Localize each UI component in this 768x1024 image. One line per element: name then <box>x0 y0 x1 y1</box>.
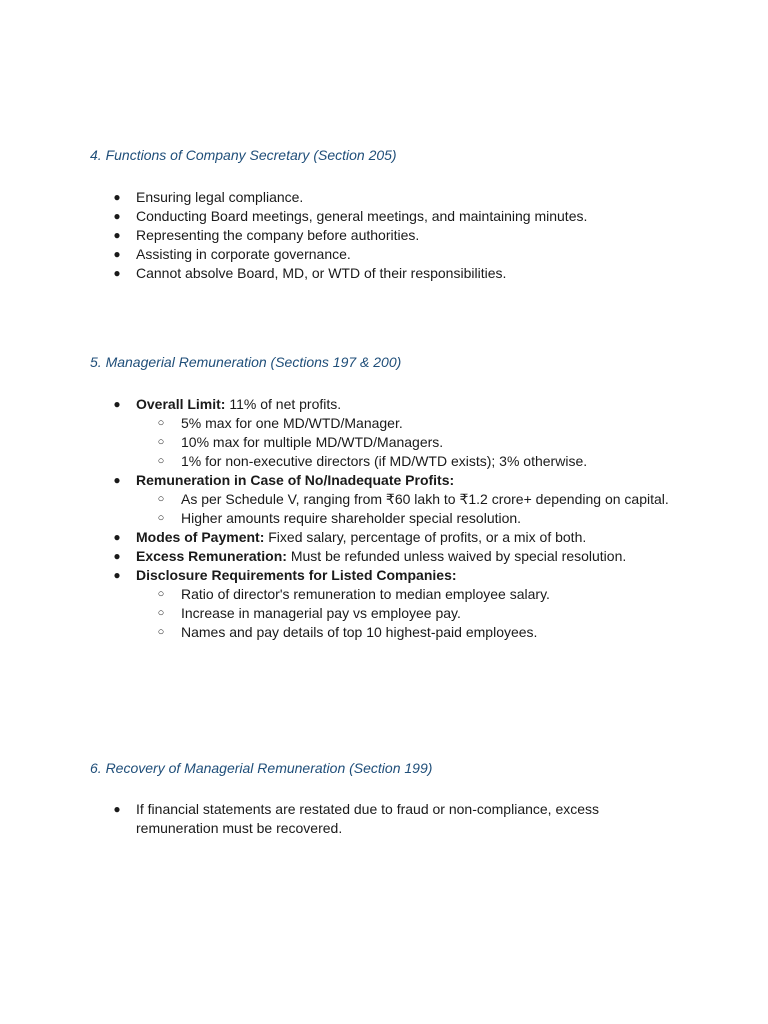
bullet-icon: ● <box>113 190 121 204</box>
sub-item-text: Ratio of director's remuneration to median employee salary. <box>181 586 550 602</box>
bullet-icon: ● <box>113 802 121 816</box>
sub-item-text: 1% for non-executive directors (if MD/WTD exists); 3% otherwise. <box>181 453 588 469</box>
circle-bullet-icon: ○ <box>157 455 165 467</box>
circle-bullet-icon: ○ <box>157 626 165 638</box>
section-6-list <box>0 800 680 838</box>
list-item <box>0 800 680 838</box>
item-label: Remuneration in Case of No/Inadequate Profits: <box>136 472 455 488</box>
section-5-heading: 5. Managerial Remuneration (Sections 197 & 200) <box>90 354 402 370</box>
sub-list-item <box>136 509 680 528</box>
list-item-text: Assisting in corporate governance. <box>136 246 351 262</box>
sub-list-item <box>136 490 680 509</box>
item-text: Must be refunded unless waived by special resolution. <box>286 548 627 564</box>
sub-item-text: 10% max for multiple MD/WTD/Managers. <box>181 434 444 450</box>
list-item <box>0 207 680 226</box>
sub-item-text: Higher amounts require shareholder special resolution. <box>181 510 522 526</box>
sub-item-text: As per Schedule V, ranging from ₹60 lakh to ₹1.2 crore+ depending on capital. <box>181 491 669 507</box>
section-4-list <box>0 188 680 283</box>
bullet-icon: ● <box>113 530 121 544</box>
item-label: Modes of Payment: <box>136 529 265 545</box>
circle-bullet-icon: ○ <box>157 512 165 524</box>
circle-bullet-icon: ○ <box>157 607 165 619</box>
list-item-inadequate-profits <box>0 471 680 528</box>
sub-list <box>136 585 680 642</box>
list-item <box>0 264 680 283</box>
item-text: 11% of net profits. <box>225 396 342 412</box>
section-6-heading: 6. Recovery of Managerial Remuneration (Section 199) <box>90 760 433 776</box>
item-label: Excess Remuneration: <box>136 548 287 564</box>
bullet-icon: ● <box>113 266 121 280</box>
list-item-text: Cannot absolve Board, MD, or WTD of their responsibilities. <box>136 265 507 281</box>
list-item <box>0 245 680 264</box>
bullet-icon: ● <box>113 209 121 223</box>
sub-item-text: Names and pay details of top 10 highest-paid employees. <box>181 624 538 640</box>
list-item-text: Ensuring legal compliance. <box>136 189 304 205</box>
list-item-modes-of-payment <box>0 528 680 547</box>
list-item-excess-remuneration <box>0 547 680 566</box>
list-item-overall-limit <box>0 395 680 471</box>
bullet-icon: ● <box>113 568 121 582</box>
sub-list-item <box>136 452 680 471</box>
list-item <box>0 226 680 245</box>
bullet-icon: ● <box>113 228 121 242</box>
sub-list-item <box>136 433 680 452</box>
section-4-heading: 4. Functions of Company Secretary (Section 205) <box>90 147 397 163</box>
section-5-list <box>0 395 680 642</box>
list-item <box>0 188 680 207</box>
bullet-icon: ● <box>113 397 121 411</box>
sub-item-text: Increase in managerial pay vs employee pay. <box>181 605 461 621</box>
item-text: Fixed salary, percentage of profits, or a mix of both. <box>264 529 587 545</box>
sub-list-item <box>136 623 680 642</box>
circle-bullet-icon: ○ <box>157 417 165 429</box>
circle-bullet-icon: ○ <box>157 436 165 448</box>
item-label: Disclosure Requirements for Listed Companies: <box>136 567 457 583</box>
list-item-disclosure-requirements <box>0 566 680 642</box>
list-item-text: If financial statements are restated due to fraud or non-compliance, excess remuneration must be recovered. <box>136 801 600 836</box>
sub-list-item <box>136 585 680 604</box>
sub-list <box>136 490 680 528</box>
item-label: Overall Limit: <box>136 396 226 412</box>
bullet-icon: ● <box>113 473 121 487</box>
sub-list-item <box>136 604 680 623</box>
list-item-text: Conducting Board meetings, general meetings, and maintaining minutes. <box>136 208 588 224</box>
list-item-text: Representing the company before authorities. <box>136 227 420 243</box>
sub-list-item <box>136 414 680 433</box>
bullet-icon: ● <box>113 247 121 261</box>
bullet-icon: ● <box>113 549 121 563</box>
sub-item-text: 5% max for one MD/WTD/Manager. <box>181 415 403 431</box>
circle-bullet-icon: ○ <box>157 493 165 505</box>
sub-list <box>136 414 680 471</box>
circle-bullet-icon: ○ <box>157 588 165 600</box>
